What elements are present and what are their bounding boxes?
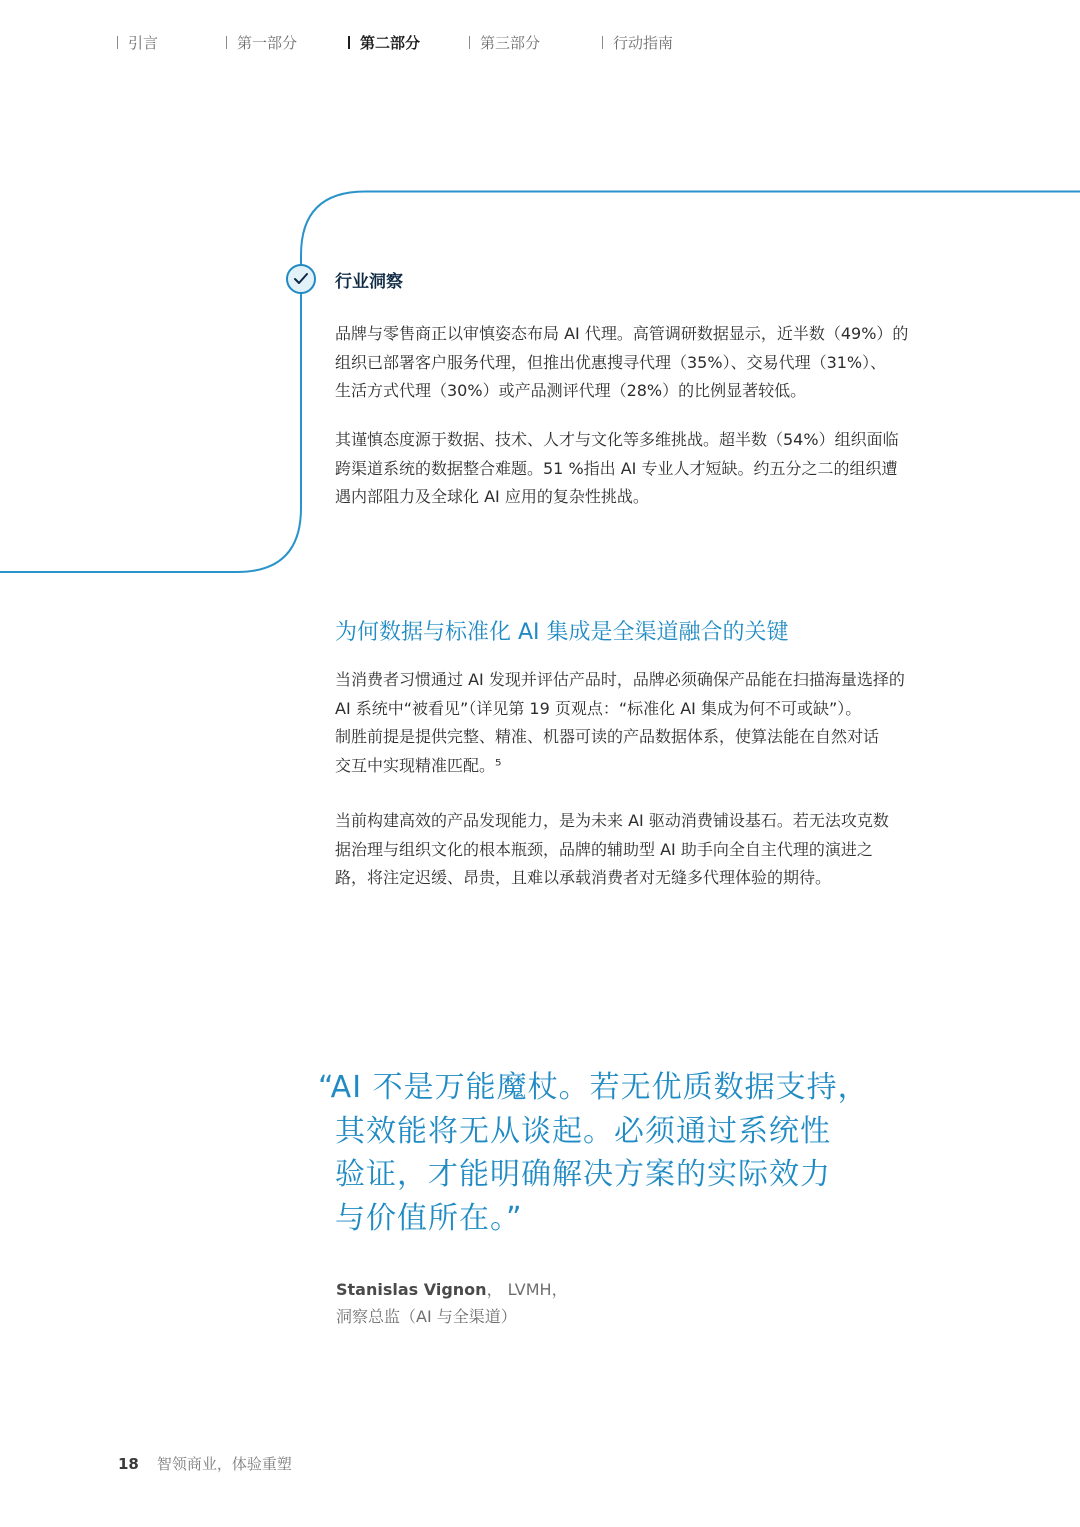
text-line: 路，将注定迟缓、昂贵，且难以承载消费者对无缝多代理体验的期待。 — [335, 868, 832, 887]
nav-item-part-three[interactable] — [469, 31, 540, 55]
nav-divider — [602, 36, 603, 49]
footer-title: 智领商业，体验重塑 — [156, 1455, 292, 1473]
section-paragraph-1 — [335, 666, 967, 780]
text-line: AI 系统中“被看见”（详见第 19 页观点：“标准化 AI 集成为何不可或缺”）。 — [335, 698, 862, 718]
quote-attribution — [336, 1276, 568, 1330]
quote-line: 验证，才能明确解决方案的实际效力 — [335, 1157, 831, 1192]
pull-quote — [318, 1066, 908, 1240]
quote-line: 其效能将无从谈起。必须通过系统性 — [335, 1113, 831, 1149]
text-line: 当前构建高效的产品发现能力，是为未来 AI 驱动消费铺设基石。若无法攻克数 — [335, 811, 889, 830]
quote-line: “AI 不是万能魔杖。若无优质数据支持， — [318, 1070, 869, 1105]
text-line: 品牌与零售商正以审慎姿态布局 AI 代理。高管调研数据显示，近半数（49%）的 — [335, 324, 909, 343]
nav-item-part-two[interactable] — [348, 31, 420, 55]
nav-divider — [348, 36, 350, 49]
text-line: 组织已部署客户服务代理，但推出优惠搜寻代理（35%）、交易代理（31%）、 — [335, 352, 887, 372]
nav-item-action-guide[interactable] — [602, 31, 673, 55]
top-navigation — [0, 31, 1080, 57]
section-paragraph-2 — [335, 807, 967, 893]
text-line: 跨渠道系统的数据整合难题。51 %指出 AI 专业人才短缺。约五分之二的组织遭 — [335, 458, 898, 478]
nav-divider — [226, 36, 227, 49]
nav-item-label: 第三部分 — [480, 34, 541, 52]
nav-item-label: 第一部分 — [237, 34, 298, 52]
page-footer — [118, 1452, 292, 1476]
nav-item-label: 引言 — [128, 34, 159, 52]
insight-title: 行业洞察 — [335, 272, 403, 292]
insight-paragraph-1 — [335, 320, 967, 406]
text-line: 生活方式代理（30%）或产品测评代理（28%）的比例显著较低。 — [335, 381, 807, 400]
text-line: 制胜前提是提供完整、精准、机器可读的产品数据体系，使算法能在自然对话 — [335, 727, 880, 746]
section-heading: 为何数据与标准化 AI 集成是全渠道融合的关键 — [335, 620, 789, 645]
speaker-org: ， LVMH， — [486, 1280, 568, 1299]
text-line: 其谨慎态度源于数据、技术、人才与文化等多维挑战。超半数（54%）组织面临 — [335, 430, 899, 449]
page-number: 18 — [118, 1455, 139, 1473]
insight-paragraph-2 — [335, 426, 967, 512]
quote-line: 与价值所在。” — [335, 1200, 523, 1236]
text-line: 交互中实现精准匹配。⁵ — [335, 755, 502, 775]
text-line: 遇内部阻力及全球化 AI 应用的复杂性挑战。 — [335, 487, 649, 506]
speaker-name: Stanislas Vignon — [336, 1280, 487, 1299]
speaker-role: 洞察总监（AI 与全渠道） — [336, 1307, 517, 1326]
nav-divider — [117, 36, 118, 49]
nav-item-intro[interactable] — [117, 31, 158, 55]
nav-divider — [469, 36, 470, 49]
nav-item-label: 第二部分 — [360, 34, 421, 52]
nav-item-part-one[interactable] — [226, 31, 297, 55]
text-line: 当消费者习惯通过 AI 发现并评估产品时，品牌必须确保产品能在扫描海量选择的 — [335, 670, 905, 689]
check-circle-icon — [286, 264, 316, 294]
nav-item-label: 行动指南 — [613, 34, 674, 52]
attribution-line — [336, 1276, 568, 1303]
text-line: 据治理与组织文化的根本瓶颈，品牌的辅助型 AI 助手向全自主代理的演进之 — [335, 839, 873, 859]
